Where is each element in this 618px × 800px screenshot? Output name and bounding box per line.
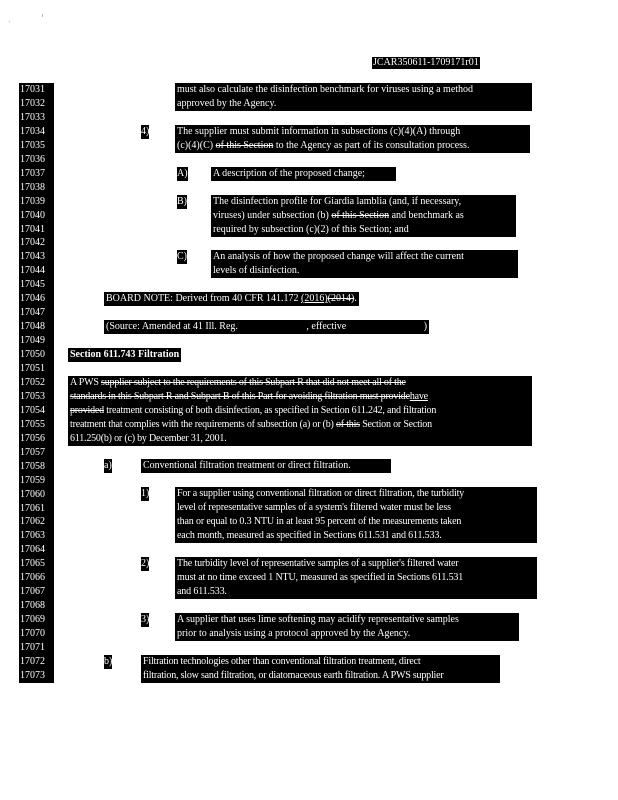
item-b-text <box>141 655 500 683</box>
text-line: The turbidity level of representative samples of a supplier's filtered water <box>177 558 459 569</box>
line-number: 17068 <box>19 599 54 613</box>
item-a3-text <box>175 613 519 641</box>
text-line: treatment that complies with the requirements of subsection (a) or (b) of this Section or Section <box>70 419 432 430</box>
text-line: and 611.533. <box>177 586 227 597</box>
section-paragraph <box>68 376 532 446</box>
line-number: 17033 <box>19 111 54 125</box>
line-number: 17058 <box>19 460 54 474</box>
line-number: 17072 <box>19 655 54 669</box>
item-4-text <box>175 125 530 153</box>
line-number: 17040 <box>19 209 54 223</box>
line-number: 17036 <box>19 153 54 167</box>
line-number: 17057 <box>19 446 54 460</box>
text-line: Filtration technologies other than conventional filtration treatment, direct <box>143 656 421 667</box>
text-line: approved by the Agency. <box>177 98 277 109</box>
line-number: 17039 <box>19 195 54 209</box>
line-number: 17066 <box>19 571 54 585</box>
line-number: 17062 <box>19 515 54 529</box>
line-number: 17035 <box>19 139 54 153</box>
text-line: A description of the proposed change; <box>213 168 365 179</box>
scan-speck <box>42 14 43 17</box>
line-number: 17064 <box>19 543 54 557</box>
board-note: BOARD NOTE: Derived from 40 CFR 141.172 (2016)(2014). <box>106 293 357 304</box>
item-marker-C: C) <box>177 251 187 262</box>
item-marker-a3: 3) <box>141 614 150 625</box>
line-number: 17063 <box>19 529 54 543</box>
text-line: viruses) under subsection (b) of this Section and benchmark as <box>213 210 464 221</box>
text-line: For a supplier using conventional filtration or direct filtration, the turbidity <box>177 488 465 499</box>
line-number: 17071 <box>19 641 54 655</box>
item-marker-A: A) <box>177 168 188 179</box>
text-line: filtration, slow sand filtration, or diatomaceous earth filtration. A PWS supplier <box>143 670 444 681</box>
item-marker-4: 4) <box>141 126 150 137</box>
text-line: levels of disinfection. <box>213 265 300 276</box>
text-line <box>70 390 530 404</box>
line-number: 17041 <box>19 223 54 237</box>
line-number: 17031 <box>19 83 54 97</box>
line-number: 17052 <box>19 376 54 390</box>
line-number: 17055 <box>19 418 54 432</box>
struck-text: provided <box>70 405 104 416</box>
line-number: 17061 <box>19 502 54 516</box>
line-number: 17060 <box>19 488 54 502</box>
text-line: provided treatment consisting of both disinfection, as specified in Section 611.242, and filtration <box>70 405 437 416</box>
line-number: 17037 <box>19 167 54 181</box>
line-number: 17038 <box>19 181 54 195</box>
struck-text: of this Section <box>215 140 274 151</box>
scan-speck <box>9 21 10 22</box>
item-marker-a2: 2) <box>141 558 150 569</box>
line-number: 17069 <box>19 613 54 627</box>
line-number: 17043 <box>19 250 54 264</box>
line-number: 17034 <box>19 125 54 139</box>
line-number: 17050 <box>19 348 54 362</box>
text-line: than or equal to 0.3 NTU in at least 95 percent of the measurements taken <box>177 516 462 527</box>
item-C-text <box>211 250 518 278</box>
line-number: 17045 <box>19 278 54 292</box>
line-number: 17044 <box>19 264 54 278</box>
line-number: 17047 <box>19 306 54 320</box>
text-line: Conventional filtration treatment or direct filtration. <box>143 460 351 471</box>
line-number: 17056 <box>19 432 54 446</box>
text-line: The disinfection profile for Giardia lamblia (and, if necessary, <box>213 196 462 207</box>
text-line: must at no time exceed 1 NTU, measured as specified in Sections 611.531 <box>177 572 464 583</box>
inserted-text: (2016) <box>301 293 328 304</box>
item-a-text <box>141 459 391 473</box>
text-line: A supplier that uses lime softening may acidify representative samples <box>177 614 459 625</box>
line-number: 17051 <box>19 362 54 376</box>
text-line: An analysis of how the proposed change will affect the current <box>213 251 464 262</box>
paragraph-benchmark-continuation <box>175 83 532 111</box>
line-number: 17048 <box>19 320 54 334</box>
text-line: required by subsection (c)(2) of this Section; and <box>213 224 409 235</box>
line-number: 17059 <box>19 474 54 488</box>
item-marker-B: B) <box>177 196 187 207</box>
text-line: A PWS supplier subject to the requirements of this Subpart R that did not meet all of the <box>70 377 406 388</box>
text-line: must also calculate the disinfection benchmark for viruses using a method <box>177 84 474 95</box>
item-marker-b: b) <box>104 656 113 667</box>
item-a2-text <box>175 557 537 599</box>
struck-text: (2014) <box>327 293 355 304</box>
line-number: 17070 <box>19 627 54 641</box>
text-line: (c)(4)(C) of this Section to the Agency as part of its consultation process. <box>177 140 470 151</box>
inserted-text: have <box>409 391 428 402</box>
text-line: 611.250(b) or (c) by December 31, 2001. <box>70 433 227 444</box>
line-number: 17046 <box>19 292 54 306</box>
struck-text: standards in this Subpart R and Subpart B of this Part for avoiding filtration must provide <box>70 391 410 402</box>
source-note: (Source: Amended at 41 Ill. Reg. , effective ) <box>106 321 428 332</box>
text-line: The supplier must submit information in subsections (c)(4)(A) through <box>177 126 461 137</box>
item-A-text <box>211 167 396 181</box>
struck-text: supplier subject to the requirements of this Subpart R that did not meet all of the <box>101 377 406 388</box>
line-number: 17065 <box>19 557 54 571</box>
struck-text: of this Section <box>331 210 390 221</box>
line-number: 17053 <box>19 390 54 404</box>
line-number: 17054 <box>19 404 54 418</box>
section-heading: Section 611.743 Filtration <box>70 349 180 360</box>
line-number: 17067 <box>19 585 54 599</box>
item-B-text <box>211 195 516 237</box>
struck-text: of this <box>336 419 360 430</box>
line-number: 17042 <box>19 236 54 250</box>
document-id: JCAR350611-1709171r01 <box>373 57 479 68</box>
text-line: prior to analysis using a protocol approved by the Agency. <box>177 628 411 639</box>
item-a1-text <box>175 487 537 543</box>
item-marker-a1: 1) <box>141 488 150 499</box>
line-number: 17049 <box>19 334 54 348</box>
text-line: each month, measured as specified in Sections 611.531 and 611.533. <box>177 530 442 541</box>
line-number: 17073 <box>19 669 54 683</box>
line-number: 17032 <box>19 97 54 111</box>
text-line: level of representative samples of a system's filtered water must be less <box>177 502 451 513</box>
item-marker-a: a) <box>104 460 112 471</box>
